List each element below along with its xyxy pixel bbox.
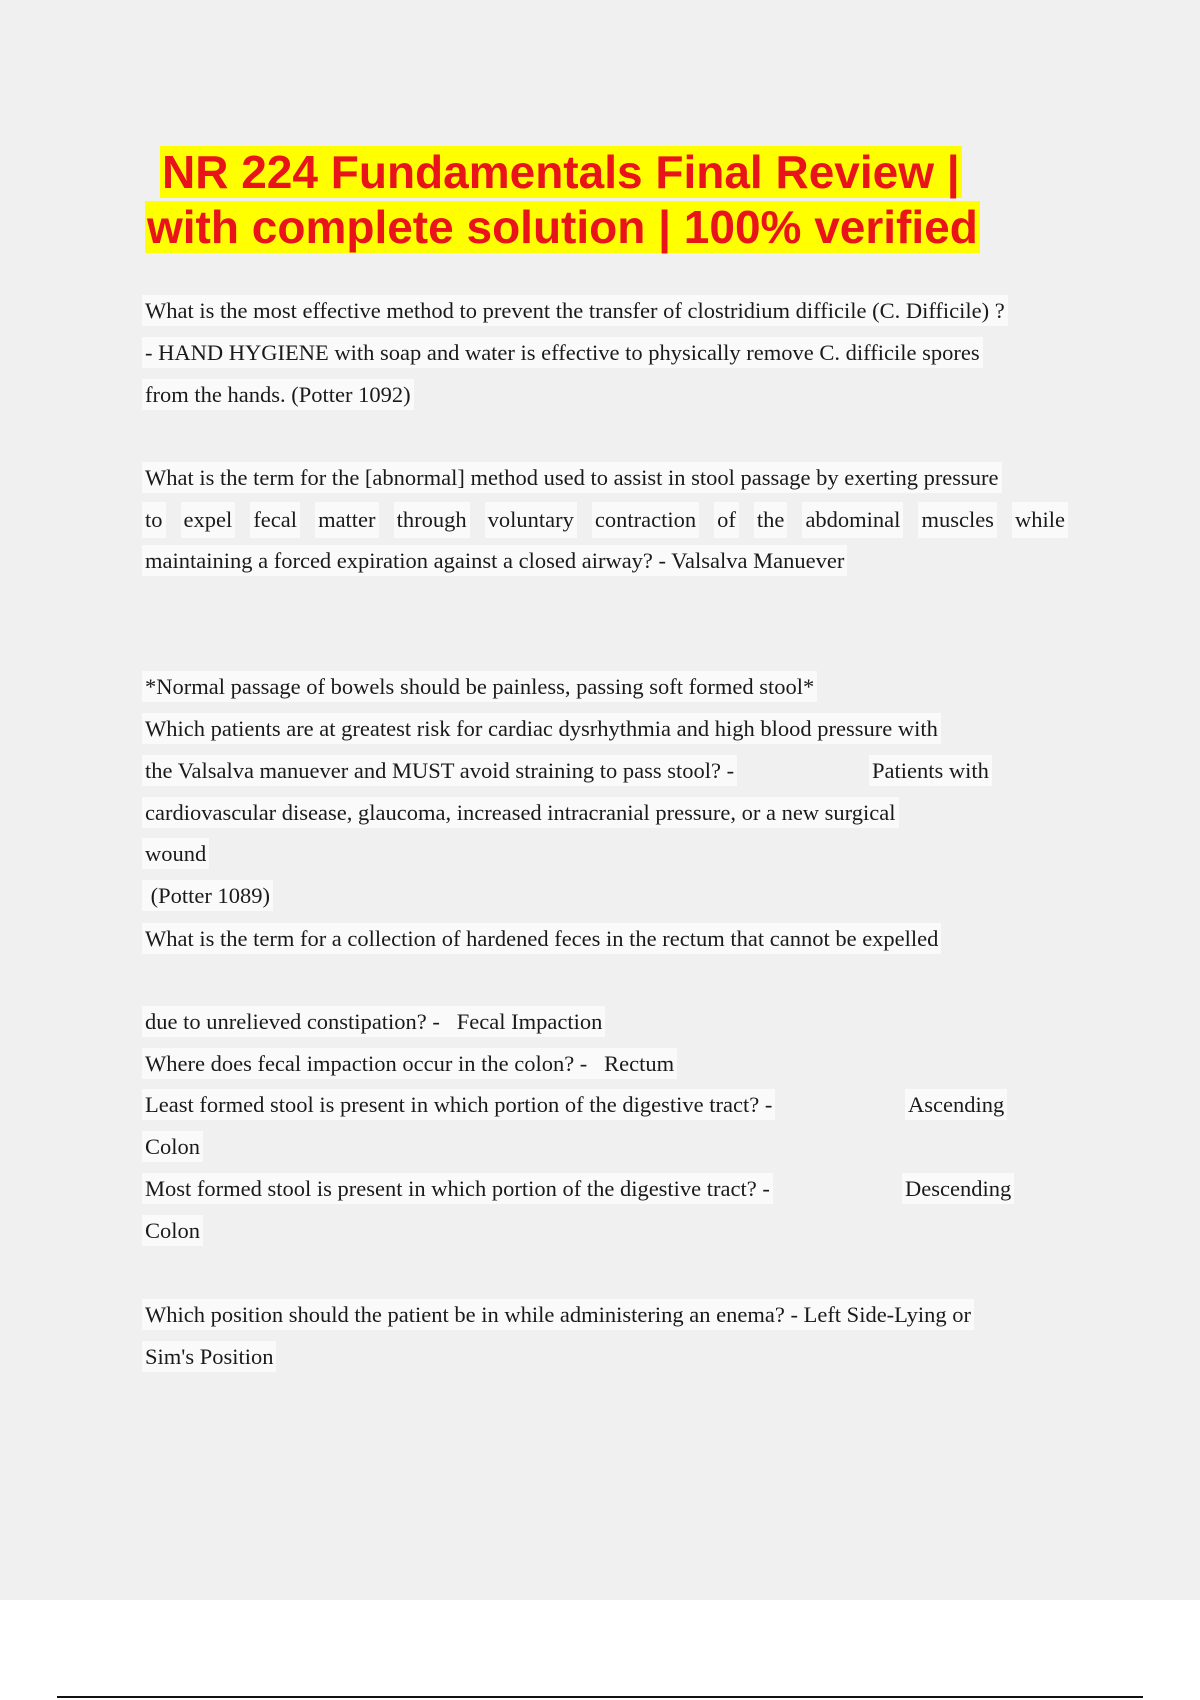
title-line-1: NR 224 Fundamentals Final Review |: [162, 146, 960, 198]
q3-line-4: wound: [145, 841, 207, 866]
q4-line-1: What is the term for a collection of hardened feces in the rectum that cannot be expelled: [145, 926, 939, 951]
q1-line-3: from the hands. (Potter 1092): [145, 382, 411, 407]
q8-line-2: Sim's Position: [145, 1344, 274, 1369]
q3-line-5: (Potter 1089): [145, 883, 270, 908]
q5-line-1: Where does fecal impaction occur in the colon? - Rectum: [145, 1051, 675, 1076]
q2-line-2: to expel fecal matter through voluntary contraction of the abdominal muscles while: [145, 505, 1065, 535]
q1-line-1: What is the most effective method to prevent the transfer of clostridium difficile (C. Difficile) ?: [145, 298, 1005, 323]
q3-answer: Patients with: [872, 758, 989, 783]
q6-answer: Ascending: [908, 1092, 1005, 1117]
q3-line-1: Which patients are at greatest risk for cardiac dysrhythmia and high blood pressure with: [145, 716, 938, 741]
note-normal-passage: *Normal passage of bowels should be painless, passing soft formed stool*: [145, 674, 815, 699]
title-line-2: with complete solution | 100% verified: [147, 201, 978, 253]
q8-line-1: Which position should the patient be in while administering an enema? - Left Side-Lying or: [145, 1302, 972, 1327]
q2-line-3: maintaining a forced expiration against a closed airway? - Valsalva Manuever: [145, 548, 845, 573]
q7-line-1: Most formed stool is present in which portion of the digestive tract? -: [145, 1176, 770, 1201]
q2-line-1: What is the term for the [abnormal] method used to assist in stool passage by exerting pressure: [145, 465, 999, 490]
q7-answer: Descending: [905, 1176, 1012, 1201]
q3-line-2: the Valsalva manuever and MUST avoid straining to pass stool? -: [145, 758, 735, 783]
q4-line-2: due to unrelieved constipation? - Fecal Impaction: [145, 1009, 603, 1034]
q1-line-2: - HAND HYGIENE with soap and water is effective to physically remove C. difficile spores: [145, 340, 980, 365]
q6-line-2: Colon: [145, 1134, 201, 1159]
page-footer-area: [0, 1600, 1200, 1700]
document-title: [145, 145, 1045, 255]
q3-line-3: cardiovascular disease, glaucoma, increased intracranial pressure, or a new surgical: [145, 800, 896, 825]
footer-rule: [57, 1696, 1143, 1698]
q6-line-1: Least formed stool is present in which portion of the digestive tract? -: [145, 1092, 773, 1117]
q7-line-2: Colon: [145, 1218, 201, 1243]
